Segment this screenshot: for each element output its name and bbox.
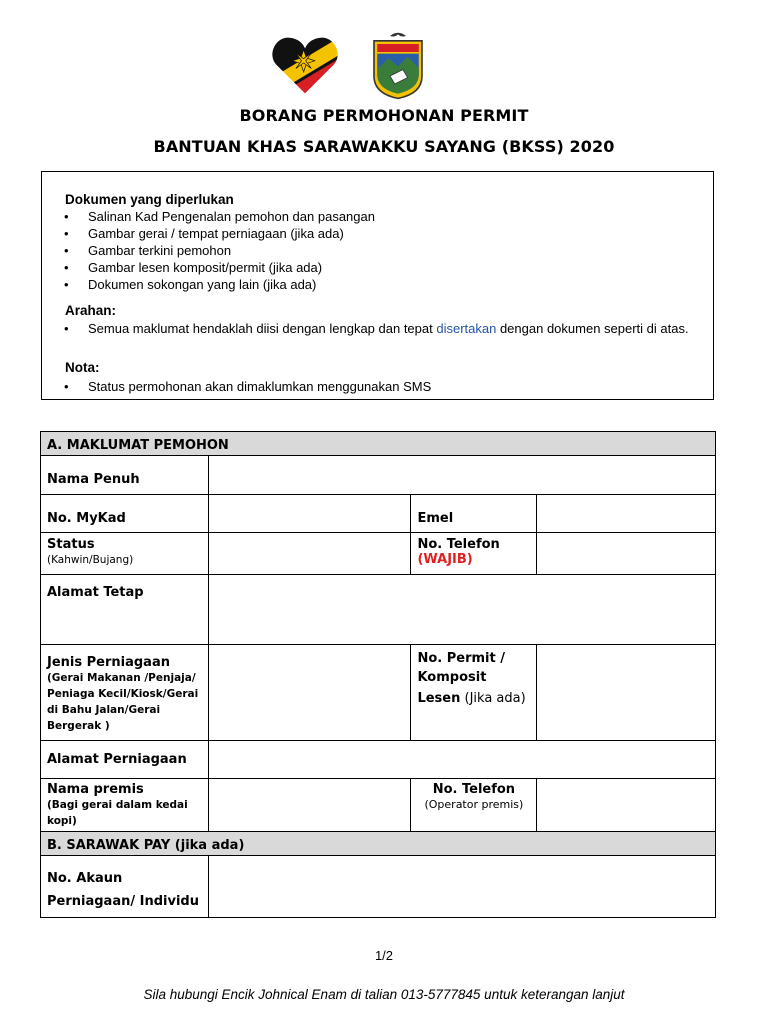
documents-list <box>64 208 704 293</box>
documents-heading: Dokumen yang diperlukan <box>65 192 234 207</box>
email-label: Emel <box>411 495 537 533</box>
list-item: • Gambar gerai / tempat perniagaan (jika ada) <box>64 225 704 242</box>
premise-name-label: Nama premis (Bagi gerai dalam kedai kopi) <box>41 779 209 832</box>
list-item <box>64 320 704 337</box>
contact-footer: Sila hubungi Encik Johnical Enam di talian 013-5777845 untuk keterangan lanjut <box>143 987 625 1002</box>
list-item: • Salinan Kad Pengenalan pemohon dan pasangan <box>64 208 704 225</box>
section-b-header: B. SARAWAK PAY (jika ada) <box>41 832 716 856</box>
permit-no-label: No. Permit / Komposit Lesen (Jika ada) <box>411 645 537 741</box>
form-title: BORANG PERMOHONAN PERMIT <box>239 106 529 125</box>
premise-name-field[interactable] <box>208 779 411 832</box>
note-list <box>64 378 704 395</box>
status-label: Status (Kahwin/Bujang) <box>41 533 209 575</box>
instructions-list <box>64 320 704 337</box>
account-no-field[interactable] <box>208 856 715 918</box>
list-item: • Dokumen sokongan yang lain (jika ada) <box>64 276 704 293</box>
mykad-field[interactable] <box>208 495 411 533</box>
logo-area <box>0 28 768 98</box>
account-no-label: No. Akaun Perniagaan/ Individu <box>41 856 209 918</box>
permit-no-field[interactable] <box>537 645 716 741</box>
phone-label: No. Telefon (WAJIB) <box>411 533 537 575</box>
list-item: • Gambar terkini pemohon <box>64 242 704 259</box>
instruction-text-1: Semua maklumat hendaklah diisi dengan lengkap dan tepat <box>88 321 437 336</box>
business-address-field[interactable] <box>208 741 715 779</box>
phone-field[interactable] <box>537 533 716 575</box>
info-box <box>41 171 714 400</box>
instruction-highlight: disertakan <box>436 321 497 336</box>
sarawak-crest <box>366 28 430 100</box>
form-subtitle: BANTUAN KHAS SARAWAKKU SAYANG (BKSS) 2020 <box>153 137 615 156</box>
email-field[interactable] <box>537 495 716 533</box>
permanent-address-label: Alamat Tetap <box>41 575 209 645</box>
required-badge: (WAJIB) <box>417 552 473 567</box>
business-address-label: Alamat Perniagaan <box>41 741 209 779</box>
page-number: 1/2 <box>374 948 394 963</box>
business-type-field[interactable] <box>208 645 411 741</box>
mykad-label: No. MyKad <box>41 495 209 533</box>
list-item: • Status permohonan akan dimaklumkan menggunakan SMS <box>64 378 704 395</box>
status-field[interactable] <box>208 533 411 575</box>
sarawak-heart-logo <box>270 30 340 100</box>
permanent-address-field[interactable] <box>208 575 715 645</box>
business-type-label: Jenis Perniagaan (Gerai Makanan /Penjaja/ Peniaga Kecil/Kiosk/Gerai di Bahu Jalan/Gerai Bergerak ) <box>41 645 209 741</box>
application-form <box>40 431 716 918</box>
note-heading: Nota: <box>65 360 100 375</box>
full-name-label: Nama Penuh <box>41 456 209 495</box>
operator-phone-label: No. Telefon (Operator premis) <box>411 779 537 832</box>
section-a-header: A. MAKLUMAT PEMOHON <box>41 432 716 456</box>
instruction-text-2: dengan dokumen seperti di atas. <box>496 321 689 336</box>
instructions-heading: Arahan: <box>65 303 117 318</box>
list-item: • Gambar lesen komposit/permit (jika ada) <box>64 259 704 276</box>
full-name-field[interactable] <box>208 456 715 495</box>
operator-phone-field[interactable] <box>537 779 716 832</box>
